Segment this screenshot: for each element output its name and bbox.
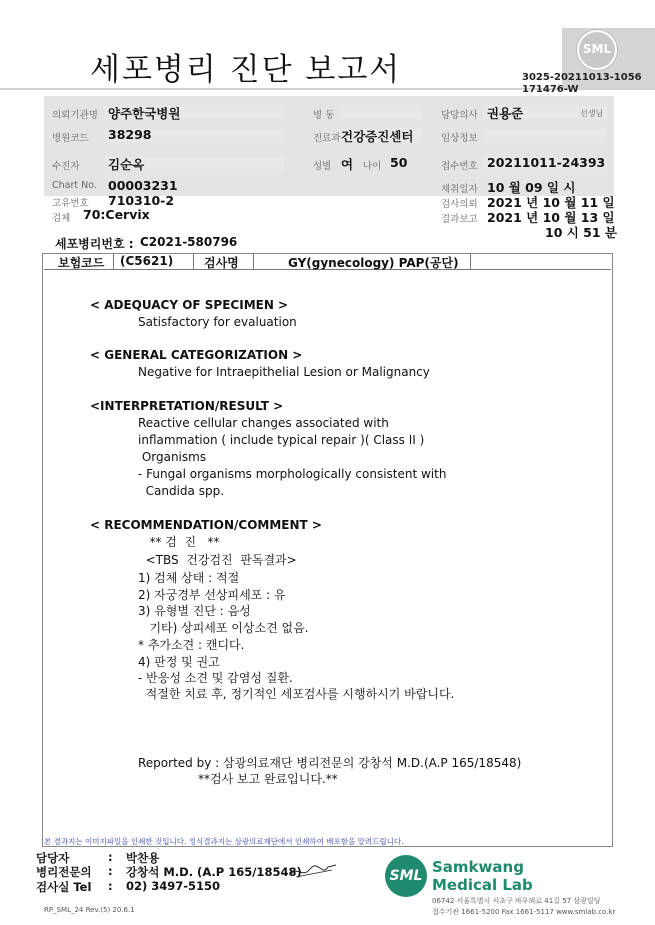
clinical-info-label: 임상정보	[441, 133, 478, 144]
signature-icon	[288, 861, 338, 881]
image-print-notice: 본 결과지는 이미지파일을 인쇄한 것입니다. 정식결과지는 삼광의료재단에서 인쇄하여 배포함을 알려드립니다.	[44, 837, 404, 846]
lab-tel-value: 02) 3497-5150	[126, 879, 221, 893]
pathologist-value: 강창석 M.D. (A.P 165/18548)	[126, 865, 302, 879]
interpretation-line: inflammation ( include typical repair )( Class II )	[138, 433, 425, 447]
interpretation-line: Organisms	[138, 450, 207, 464]
request-label: 검사의뢰	[441, 199, 478, 210]
field-bg	[338, 106, 423, 119]
lab-tel-label: 검사실 Tel	[36, 880, 92, 894]
table-header-row	[44, 254, 611, 270]
age-label: 나이	[363, 161, 382, 172]
patient-label: 수진자	[52, 161, 80, 172]
samkwang-logo-text: SML	[389, 868, 423, 884]
manager-label: 담당자	[36, 851, 70, 865]
pathologist-label: 병리전문의	[36, 865, 92, 879]
recommendation-line: 2) 자궁경부 선상피세포 : 유	[138, 588, 286, 602]
field-bg	[482, 129, 607, 142]
specimen-label: 검체	[52, 213, 71, 224]
ward-label: 병 동	[313, 110, 335, 121]
receipt-value: 20211011-24393	[487, 155, 606, 170]
test-name-label: 검사명	[204, 256, 239, 270]
interpretation-heading: <INTERPRETATION/RESULT >	[90, 399, 284, 413]
insurance-code-label: 보험코드	[58, 256, 105, 270]
doctor-value: 권용준	[487, 106, 524, 121]
insurance-code-value: (C5621)	[120, 254, 174, 268]
unique-value: 710310-2	[108, 193, 175, 208]
recommendation-line: ** 검 진 **	[138, 535, 220, 549]
doctor-suffix: 선생님	[580, 109, 604, 118]
collect-label: 채취일자	[441, 184, 478, 195]
cyto-number-value: C2021-580796	[140, 235, 238, 249]
doctor-label: 담당의사	[441, 110, 478, 121]
brand-name-line-2: Medical Lab	[432, 876, 533, 894]
unique-label: 고유번호	[52, 198, 89, 209]
recommendation-line: - 반응성 소견 및 감염성 질환.	[138, 671, 293, 685]
interpretation-line: Reactive cellular changes associated with	[138, 416, 389, 430]
manager-value: 박찬용	[126, 851, 160, 865]
recommendation-line: 적절한 치료 후, 정기적인 세포검사를 시행하시기 바랍니다.	[138, 687, 455, 701]
column-divider	[193, 254, 194, 269]
recommendation-line: <TBS 건강검진 판독결과>	[138, 553, 297, 567]
result-value: 2021 년 10 월 13 일	[487, 210, 615, 225]
request-value: 2021 년 10 월 11 일	[487, 195, 615, 210]
sml-logo-icon	[577, 30, 617, 70]
dept-label: 진료과	[313, 133, 341, 144]
column-divider	[113, 254, 114, 269]
recommendation-line: 기타) 상피세포 이상소견 없음.	[138, 621, 309, 635]
recommendation-heading: < RECOMMENDATION/COMMENT >	[90, 518, 322, 532]
general-text: Negative for Intraepithelial Lesion or Malignancy	[138, 365, 430, 379]
sex-label: 성별	[313, 161, 332, 172]
institution-value: 양주한국병원	[108, 106, 181, 121]
lab-address: 06742 서울특별시 서초구 바우뫼로 41길 57 삼광빌딩	[432, 897, 601, 905]
cyto-number-label: 세포병리번호 :	[55, 237, 134, 251]
interpretation-line: Candida spp.	[138, 484, 225, 498]
separator: :	[108, 864, 113, 878]
institution-label: 의뢰기관명	[52, 110, 98, 121]
recommendation-line: 3) 유형별 진단 : 음성	[138, 604, 251, 618]
reported-by: Reported by : 삼광의료재단 병리전문의 강창석 M.D.(A.P 165/18548)	[138, 756, 522, 770]
report-complete: **검사 보고 완료입니다.**	[198, 772, 338, 786]
interpretation-line: - Fungal organisms morphologically consistent with	[138, 467, 447, 481]
samkwang-logo-icon	[385, 855, 427, 897]
specimen-value: 70:Cervix	[83, 207, 150, 222]
dept-value: 건강증진센터	[341, 129, 414, 144]
result-time-value: 10 시 51 분	[545, 225, 617, 240]
sml-logo-text: SML	[582, 42, 612, 56]
separator: :	[108, 879, 113, 893]
column-divider	[253, 254, 254, 269]
recommendation-line: 4) 판정 및 권고	[138, 655, 220, 669]
recommendation-line: * 추가소견 : 캔디다.	[138, 638, 245, 652]
lab-contact: 접수기관 1661-5200 Fax 1661-5117 www.smlab.co.kr	[432, 908, 616, 916]
adequacy-text: Satisfactory for evaluation	[138, 315, 297, 329]
chart-label: Chart No.	[52, 180, 97, 191]
patient-value: 김순옥	[108, 157, 145, 172]
recommendation-line: 1) 검체 상태 : 적절	[138, 571, 240, 585]
hospital-code-value: 38298	[108, 127, 152, 142]
collect-value: 10 월 09 일 시	[487, 180, 576, 195]
general-heading: < GENERAL CATEGORIZATION >	[90, 348, 303, 362]
report-id-line-1: 3025-20211013-1056	[522, 72, 642, 83]
receipt-label: 접수번호	[441, 161, 478, 172]
test-name-value: GY(gynecology) PAP(공단)	[288, 256, 459, 270]
hospital-code-label: 병원코드	[52, 133, 89, 144]
adequacy-heading: < ADEQUACY OF SPECIMEN >	[90, 298, 289, 312]
result-label: 결과보고	[441, 214, 478, 225]
age-value: 50	[390, 155, 408, 170]
chart-value: 00003231	[108, 178, 178, 193]
report-id-line-2: 171476-W	[522, 84, 579, 95]
document-code: RP_SML_24 Rev.(5) 20.6.1	[44, 906, 135, 914]
separator: :	[108, 850, 113, 864]
report-title: 세포병리 진단 보고서	[90, 52, 402, 88]
brand-name-line-1: Samkwang	[432, 858, 524, 876]
column-divider	[470, 254, 471, 269]
sex-value: 여	[341, 157, 354, 172]
